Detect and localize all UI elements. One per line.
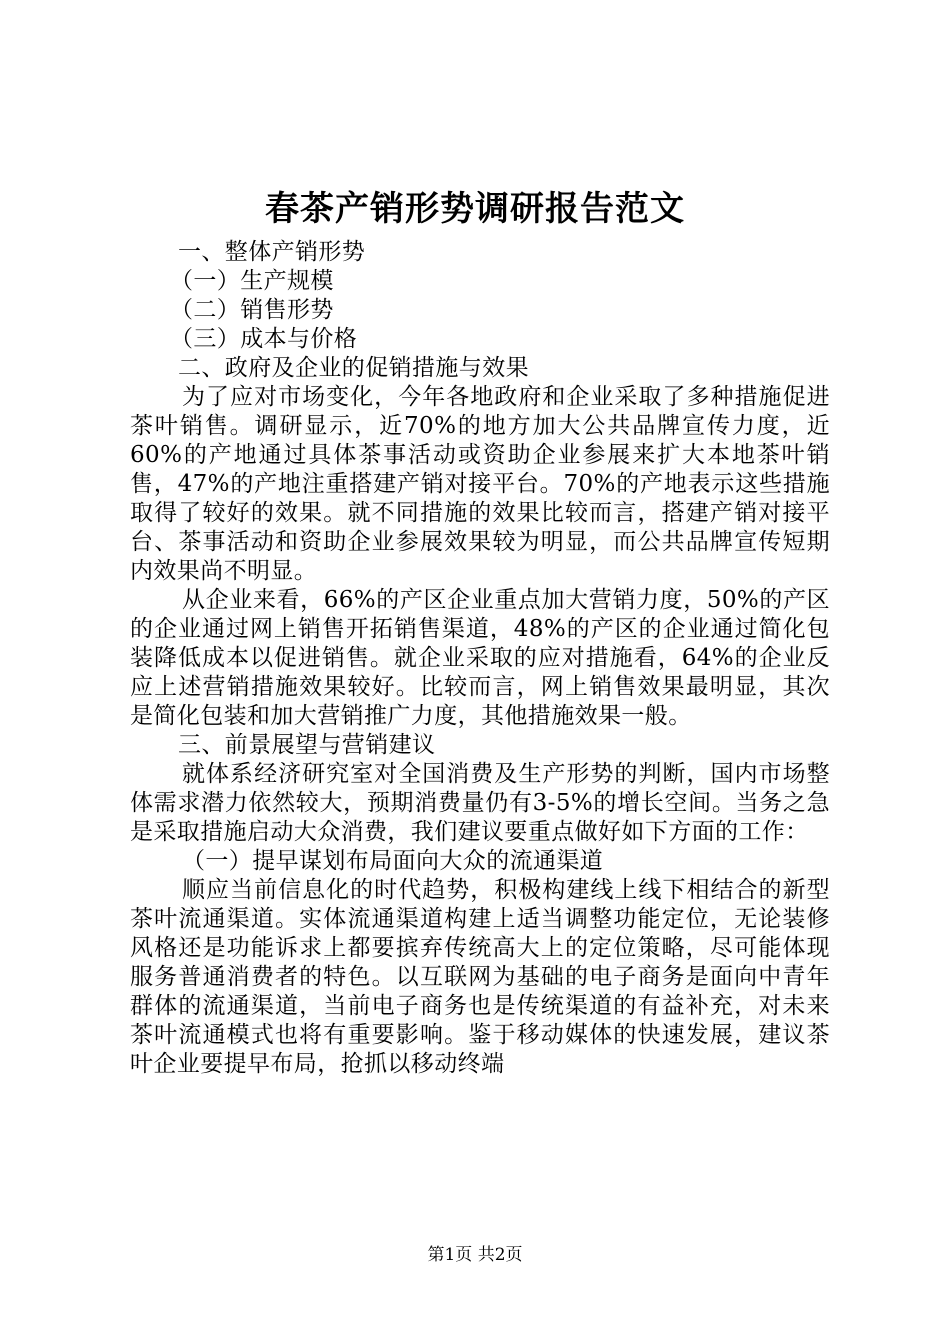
paragraph-channels: 顺应当前信息化的时代趋势，积极构建线上线下相结合的新型茶叶流通渠道。实体流通渠道构建上适当调整功能定位，无论装修风格还是功能诉求上都要摈弃传统高大上的定位策略，尽可能体现服务普通消费者的特色。以互联网为基础的电子商务是面向中青年群体的流通渠道，当前电子商务也是传统渠道的有益补充，对未来茶叶流通模式也将有重要影响。鉴于移动媒体的快速发展，建议茶叶企业要提早布局，抢抓以移动终端 <box>130 877 830 1077</box>
paragraph-government-measures: 为了应对市场变化，今年各地政府和企业采取了多种措施促进茶叶销售。调研显示，近70%的地方加大公共品牌宣传力度，近60%的产地通过具体茶事活动或资助企业参展来扩大本地茶叶销售，47%的产地注重搭建产销对接平台。70%的产地表示这些措施取得了较好的效果。就不同措施的效果比较而言，搭建产销对接平台、茶事活动和资助企业参展效果较为明显，而公共品牌宣传短期内效果尚不明显。 <box>130 384 830 584</box>
subheading-distribution-channels: （一）提早谋划布局面向大众的流通渠道 <box>182 848 604 874</box>
subheading-cost-price: （三）成本与价格 <box>170 326 358 352</box>
section-heading-1: 一、整体产销形势 <box>178 239 366 265</box>
paragraph-enterprise-measures: 从企业来看，66%的产区企业重点加大营销力度，50%的产区的企业通过网上销售开拓销售渠道，48%的产区的企业通过简化包装降低成本以促进销售。就企业采取的应对措施看，64%的企业反应上述营销措施效果较好。比较而言，网上销售效果最明显，其次是简化包装和加大营销推广力度，其他措施效果一般。 <box>130 587 830 729</box>
section-heading-3: 三、前景展望与营销建议 <box>178 732 436 758</box>
subheading-production-scale: （一）生产规模 <box>170 268 334 294</box>
paragraph-outlook: 就体系经济研究室对全国消费及生产形势的判断，国内市场整体需求潜力依然较大，预期消费量仍有3-5%的增长空间。当务之急是采取措施启动大众消费，我们建议要重点做好如下方面的工作： <box>130 761 830 845</box>
document-body <box>130 238 830 1079</box>
page-footer: 第1页 共2页 <box>427 1245 523 1265</box>
section-heading-2: 二、政府及企业的促销措施与效果 <box>178 355 529 381</box>
document-title: 春茶产销形势调研报告范文 <box>265 189 685 229</box>
subheading-sales-situation: （二）销售形势 <box>170 297 334 323</box>
